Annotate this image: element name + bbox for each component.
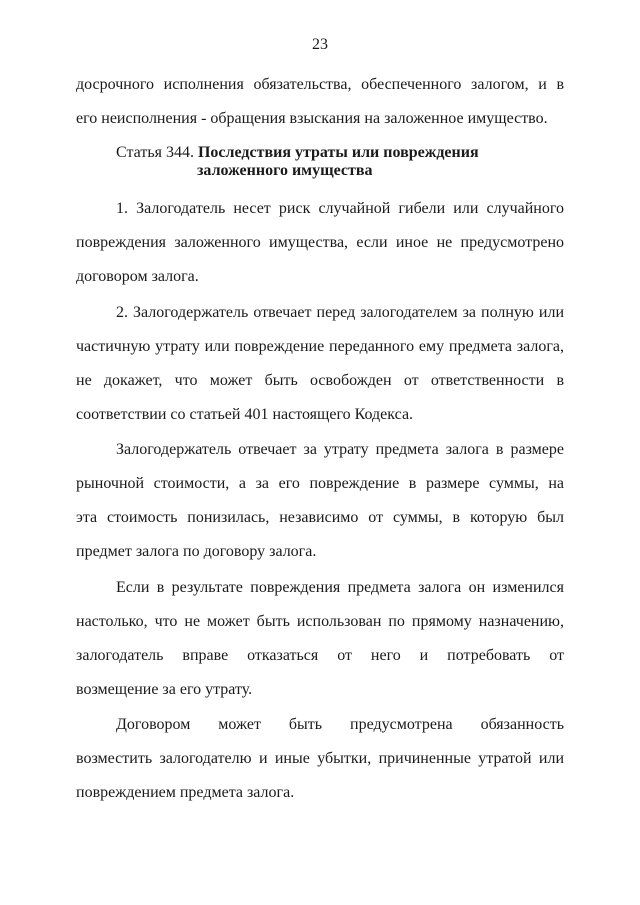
paragraph-1 bbox=[76, 192, 564, 294]
article-title: Последствия утраты или повреждения bbox=[197, 144, 479, 161]
text-line: настолько, что не может быть использован по прямому назначению, bbox=[76, 613, 564, 630]
text-line: 2. Залогодержатель отвечает перед залогодателем за полную или bbox=[116, 304, 564, 321]
paragraph-4 bbox=[76, 571, 564, 707]
text-line: возместить залогодателю и иные убытки, причиненные утратой или bbox=[76, 750, 564, 767]
text-line: досрочного исполнения обязательства, обеспеченного залогом, и в bbox=[76, 76, 564, 93]
text-line: Если в результате повреждения предмета залога он изменился bbox=[116, 579, 564, 596]
text-line: 1. Залогодатель несет риск случайной гибели или случайного bbox=[116, 200, 564, 217]
article-heading bbox=[116, 144, 479, 180]
intro-paragraph bbox=[76, 68, 564, 136]
text-line: рыночной стоимости, а за его повреждение в размере суммы, на bbox=[76, 475, 564, 492]
text-line: предмет залога по договору залога. bbox=[76, 543, 317, 560]
text-line: частичную утрату или повреждение переданного ему предмета залога, bbox=[76, 338, 564, 355]
text-line: залогодатель вправе отказаться от него и потребовать от bbox=[76, 647, 564, 664]
text-line: эта стоимость понизилась, независимо от суммы, в которую был bbox=[76, 509, 564, 526]
paragraph-3 bbox=[76, 433, 564, 569]
text-line: возмещение за его утрату. bbox=[76, 681, 253, 698]
article-title-continued: заложенного имущества bbox=[197, 162, 373, 179]
paragraph-2 bbox=[76, 296, 564, 432]
text-line: договором залога. bbox=[76, 268, 199, 285]
text-line: соответствии со статьей 401 настоящего Кодекса. bbox=[76, 406, 414, 423]
text-line: его неисполнения - обращения взыскания на заложенное имущество. bbox=[76, 110, 548, 127]
text-line: Залогодержатель отвечает за утрату предмета залога в размере bbox=[116, 441, 564, 458]
text-line: повреждением предмета залога. bbox=[76, 784, 295, 801]
page-number: 23 bbox=[312, 36, 328, 53]
text-line: повреждения заложенного имущества, если иное не предусмотрено bbox=[76, 234, 564, 251]
article-number: Статья 344. bbox=[116, 144, 194, 161]
paragraph-5 bbox=[76, 708, 564, 810]
text-line: не докажет, что может быть освобожден от ответственности в bbox=[76, 372, 564, 389]
text-line: Договором может быть предусмотрена обязанность bbox=[116, 716, 564, 733]
